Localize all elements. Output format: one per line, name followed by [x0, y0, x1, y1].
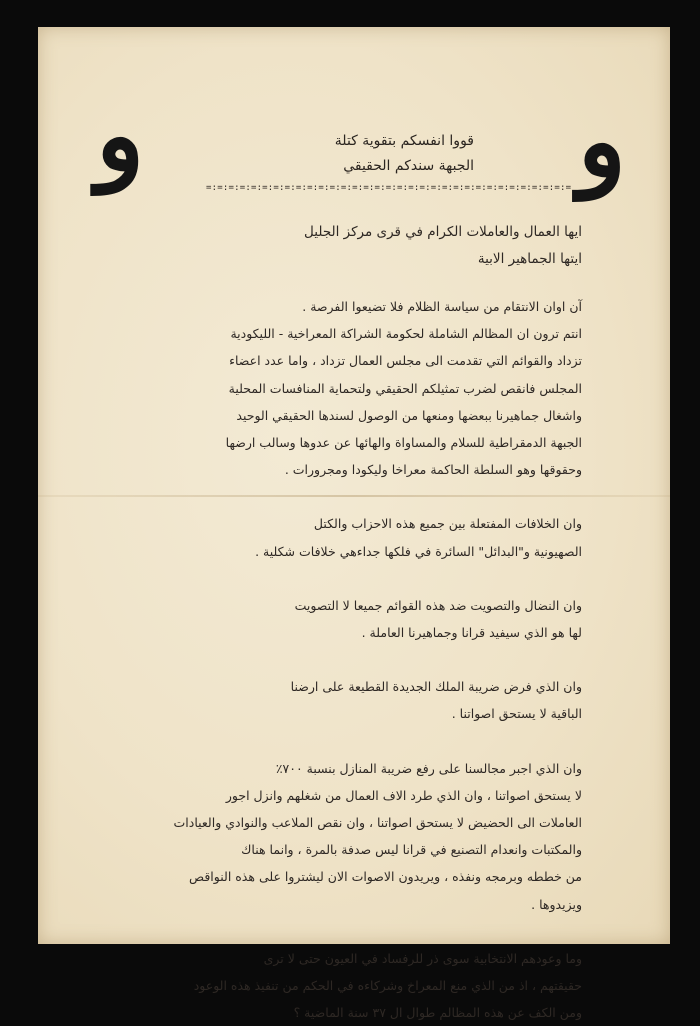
paragraph-gap [112, 918, 582, 945]
leaflet-body [112, 293, 582, 1026]
salutation-line: ايتها الجماهير الابية [477, 251, 582, 267]
salutation-line: ايها العمال والعاملات الكرام في قرى مركز الجليل [304, 224, 582, 240]
header-slogan-line-2: الجبهة سندكم الحقيقي [343, 158, 474, 174]
body-line: وان الذي اجبر مجالسنا على رفع ضريبة المنازل بنسبة ٧٠٠٪ [275, 760, 582, 776]
body-line: الجبهة الدمقراطية للسلام والمساواة والهائها عن عدوها وسالب ارضها [225, 435, 582, 451]
body-line: الباقية لا يستحق اصواتنا . [451, 706, 582, 722]
body-line: المجلس فانقص لضرب تمثيلكم الحقيقي ولتحماية المنافسات المحلية [228, 380, 582, 396]
paragraph-gap [112, 483, 582, 510]
body-line: لا يستحق اصواتنا ، وان الذي طرد الاف العمال من شغلهم وانزل اجور [225, 787, 582, 803]
emblem-right: و [577, 82, 626, 200]
body-line: انتم ترون ان المظالم الشاملة لحكومة الشراكة المعراخية - الليكودية [230, 326, 582, 342]
header-divider: =:=:=:=:=:=:=:=:=:=:=:=:=:=:=:=:=:=:=:=:=:=:=:=:=:=:=:=:=:=:=:=:= [206, 183, 572, 193]
header-slogan-line-1: قووا انفسكم بتقوية كتلة [334, 133, 474, 149]
body-line: الصهيونية و"البدائل" السائرة في فلكها جداءهي خلافات شكلية . [255, 543, 582, 559]
body-line: وان الخلافات المفتعلة بين جميع هذه الاحزاب والكتل [313, 516, 582, 532]
body-line: ويزيدوها . [531, 896, 582, 912]
body-line: آن اوان الانتقام من سياسة الظلام فلا تضيعوا الفرصة . [302, 299, 582, 314]
body-line: وما وعودهم الانتخابية سوى ذر للرفساد في العيون حتى لا ترى [263, 950, 582, 966]
paragraph-gap [112, 646, 582, 673]
body-line: تزداد والقوائم التي تقدمت الى مجلس العمال تزداد ، واما عدد اعضاء [229, 353, 582, 369]
body-line: والمكتبات وانعدام التصنيع في قرانا ليس صدفة بالمرة ، وانما هناك [241, 842, 582, 858]
body-line: واشغال جماهيرنا ببعضها ومنعها من الوصول لسندها الحقيقي الوحيد [236, 407, 582, 423]
body-line: وان الذي فرض ضريبة الملك الجديدة القطيعة على ارضنا [290, 679, 582, 695]
body-line: من خططه وبرمجه ونفذه ، ويريدون الاصوات الان ليشتروا على هذه النواقص [189, 869, 582, 885]
paragraph-gap [112, 728, 582, 755]
body-line: حقيقتهم ، اذ من الذي منع المعراخ وشركاءه في الحكم من تنفيذ هذه الوعود [193, 978, 582, 994]
paragraph-gap [112, 565, 582, 592]
emblem-left: و [96, 76, 145, 194]
body-line: وان النضال والتصويت ضد هذه القوائم جميعا لا التصويت [294, 597, 582, 613]
body-line: وحقوقها وهو السلطة الحاكمة معراخا وليكودا ومجرورات . [284, 462, 582, 478]
body-line: العاملات الى الحضيض لا يستحق اصواتنا ، وان نقص الملاعب والنوادي والعيادات [173, 815, 582, 831]
body-line: لها هو الذي سيفيد قرانا وجماهيرنا العاملة . [361, 625, 582, 641]
body-line: ومن الكف عن هذه المظالم طوال ال ٣٧ سنة الماضية ؟ [293, 1005, 582, 1021]
leaflet-page [38, 27, 670, 1021]
salutation [112, 219, 582, 273]
